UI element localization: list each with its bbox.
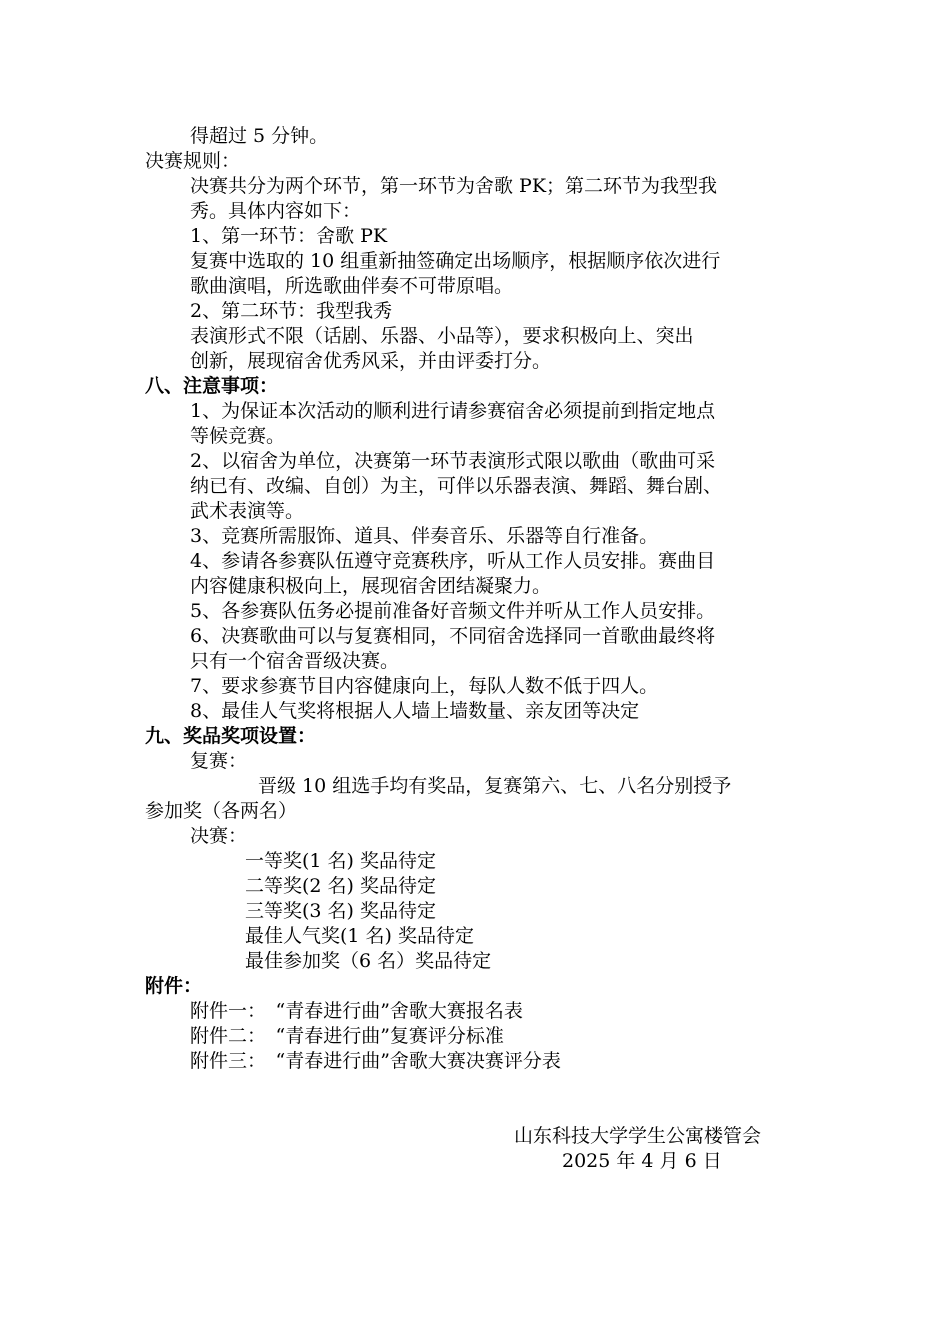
text-line: 参加奖（各两名） xyxy=(145,800,298,822)
text-line: 4、参请各参赛队伍遵守竞赛秩序，听从工作人员安排。赛曲目 xyxy=(190,550,716,572)
text-line: 得超过 5 分钟。 xyxy=(190,125,329,147)
text-line: 表演形式不限（话剧、乐器、小品等），要求积极向上、突出 xyxy=(190,325,694,347)
signature-date: 2025 年 4 月 6 日 xyxy=(562,1150,722,1172)
text-line: 创新，展现宿舍优秀风采，并由评委打分。 xyxy=(190,350,552,372)
text-line: 1、第一环节：舍歌 PK xyxy=(190,225,388,247)
text-line: 2、第二环节：我型我秀 xyxy=(190,300,393,322)
text-line: 7、要求参赛节目内容健康向上，每队人数不低于四人。 xyxy=(190,675,659,697)
text-line: 8、最佳人气奖将根据人人墙上墙数量、亲友团等决定 xyxy=(190,700,640,722)
text-line: 1、为保证本次活动的顺利进行请参赛宿舍必须提前到指定地点 xyxy=(190,400,716,422)
text-line: 歌曲演唱，所选歌曲伴奏不可带原唱。 xyxy=(190,275,514,297)
text-line: 只有一个宿舍晋级决赛。 xyxy=(190,650,400,672)
section-heading: 八、注意事项： xyxy=(145,375,279,397)
text-line: 决赛共分为两个环节，第一环节为舍歌 PK；第二环节为我型我 xyxy=(190,175,718,197)
text-line: 武术表演等。 xyxy=(190,500,305,522)
award-item: 最佳参加奖（6 名）奖品待定 xyxy=(245,950,492,972)
section-heading: 九、奖品奖项设置： xyxy=(145,725,317,747)
text-line: 复赛： xyxy=(190,750,248,772)
attachment-item: 附件一： “青春进行曲”舍歌大赛报名表 xyxy=(190,1000,523,1022)
text-line: 等候竞赛。 xyxy=(190,425,286,447)
text-line: 内容健康积极向上，展现宿舍团结凝聚力。 xyxy=(190,575,552,597)
text-line: 2、以宿舍为单位，决赛第一环节表演形式限以歌曲（歌曲可采 xyxy=(190,450,716,472)
text-line: 复赛中选取的 10 组重新抽签确定出场顺序，根据顺序依次进行 xyxy=(190,250,721,272)
attachment-item: 附件二： “青春进行曲”复赛评分标准 xyxy=(190,1025,504,1047)
text-line: 晋级 10 组选手均有奖品，复赛第六、七、八名分别授予 xyxy=(258,775,732,797)
award-item: 一等奖(1 名) 奖品待定 xyxy=(245,850,436,872)
section-heading: 附件： xyxy=(145,975,203,997)
text-line: 秀。具体内容如下： xyxy=(190,200,362,222)
text-line: 5、各参赛队伍务必提前准备好音频文件并听从工作人员安排。 xyxy=(190,600,716,622)
text-line: 6、决赛歌曲可以与复赛相同，不同宿舍选择同一首歌曲最终将 xyxy=(190,625,716,647)
text-line: 3、竞赛所需服饰、道具、伴奏音乐、乐器等自行准备。 xyxy=(190,525,659,547)
award-item: 二等奖(2 名) 奖品待定 xyxy=(245,875,436,897)
award-item: 三等奖(3 名) 奖品待定 xyxy=(245,900,436,922)
text-line: 纳已有、改编、自创）为主，可伴以乐器表演、舞蹈、舞台剧、 xyxy=(190,475,723,497)
award-item: 最佳人气奖(1 名) 奖品待定 xyxy=(245,925,474,947)
signature-org: 山东科技大学学生公寓楼管会 xyxy=(514,1125,762,1147)
attachment-item: 附件三： “青春进行曲”舍歌大赛决赛评分表 xyxy=(190,1050,561,1072)
section-label: 决赛规则： xyxy=(145,150,241,172)
text-line: 决赛： xyxy=(190,825,248,847)
